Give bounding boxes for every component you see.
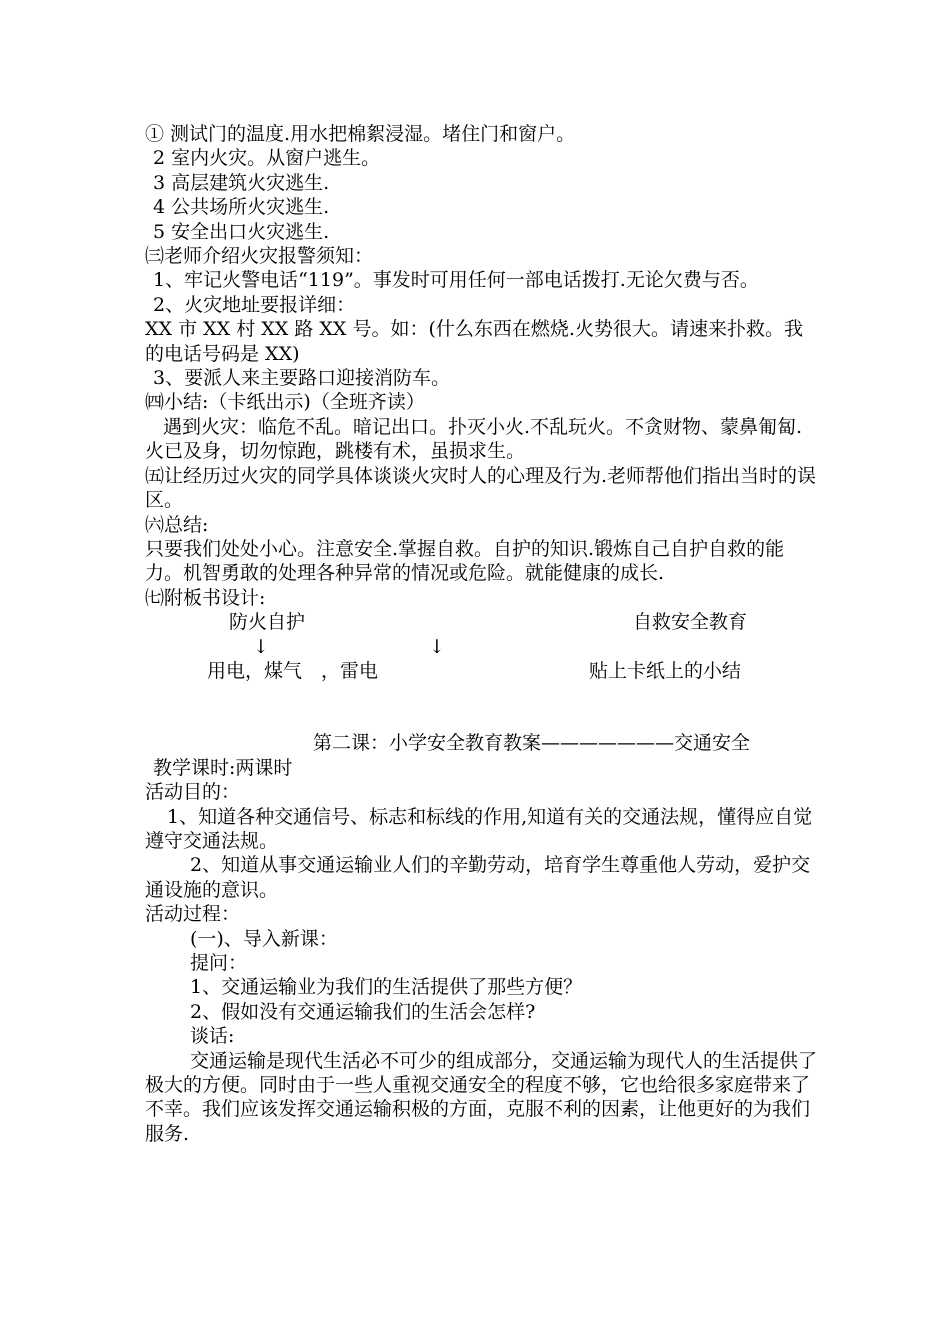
document-page [145,122,817,1146]
board-heading: ㈦附板书设计: [145,586,266,609]
escape-method-4: 4 公共场所火灾逃生. [153,196,330,219]
summary-text: 遇到火灾：临危不乱。暗记出口。扑灭小火.不乱玩火。不贪财物、蒙鼻匍匐.火已及身，切勿惊跑，跳楼有术，虽损求生。 [145,415,803,463]
goal-2: 2、知道从事交通运输业人们的辛勤劳动，培育学生尊重他人劳动，爱护交通设施的意识。 [145,854,811,901]
section-gap [145,683,817,731]
down-arrow-icon: ↓ [253,635,269,658]
report-item-1: 1、牢记火警电话“119”。事发时可用任何一部电话拨打.无论欠费与否。 [153,269,759,292]
goals-heading: 活动目的： [145,781,241,804]
conclusion-text: 只要我们处处小心。注意安全.掌握自救。自护的知识.锻炼自己自护自救的能力。机智勇敢的处理各种异常的情况或危险。就能健康的成长. [145,537,785,585]
talk-text: 交通运输是现代生活必不可少的组成部分，交通运输为现代人的生活提供了极大的方便。同时由于一些人重视交通安全的程度不够，它也给很多家庭带来了不幸。我们应该发挥交通运输积极的方面，克服不利的因素，让他更好的为我们服务. [145,1049,818,1145]
question-label: 提问： [190,951,248,974]
conclusion-heading: ㈥总结: [145,513,209,536]
board-bottom-row [145,659,817,683]
talk-label: 谈话: [190,1025,235,1048]
escape-method-2: 2 室内火灾。从窗户逃生。 [153,147,381,170]
summary-heading: ㈣小结:（卡纸出示)（全班齐读） [145,391,425,414]
board-right-bottom: 贴上卡纸上的小结 [589,659,742,682]
board-right-title: 自救安全教育 [633,611,748,634]
lesson-hours: 教学课时:两课时 [153,756,293,779]
question-1: 1、交通运输业为我们的生活提供了那些方便？ [190,976,583,999]
report-item-2: 2、火灾地址要报详细： [153,293,356,316]
report-item-2-detail: XX 市 XX 村 XX 路 XX 号。如：(什么东西在燃烧.火势很大。请速来扑救。我的电话号码是 XX) [145,318,803,365]
escape-method-1: ① 测试门的温度.用水把棉絮浸湿。堵住门和窗户。 [145,123,576,145]
board-left-title: 防火自护 [229,611,306,634]
board-arrow-row [145,635,817,659]
report-heading: ㈢老师介绍火灾报警须知： [145,245,374,268]
board-title-row [145,610,817,634]
question-2: 2、假如没有交通运输我们的生活会怎样? [190,1000,536,1023]
lesson-title: 第二课：小学安全教育教案———————交通安全 [313,732,751,755]
discussion-text: ㈤让经历过火灾的同学具体谈谈火灾时人的心理及行为.老师帮他们指出当时的误区。 [145,464,817,512]
down-arrow-icon: ↓ [429,635,445,658]
escape-method-3: 3 高层建筑火灾逃生. [153,171,330,194]
board-left-bottom: 用电，煤气 ，雷电 [207,659,379,682]
report-item-3: 3、要派人来主要路口迎接消防车。 [153,367,451,390]
process-heading: 活动过程： [145,903,241,926]
goal-1: 1、知道各种交通信号、标志和标线的作用,知道有关的交通法规，懂得应自觉遵守交通法规。 [145,805,813,852]
escape-method-5: 5 安全出口火灾逃生. [153,220,330,243]
intro-step: (一)、导入新课： [190,927,338,950]
